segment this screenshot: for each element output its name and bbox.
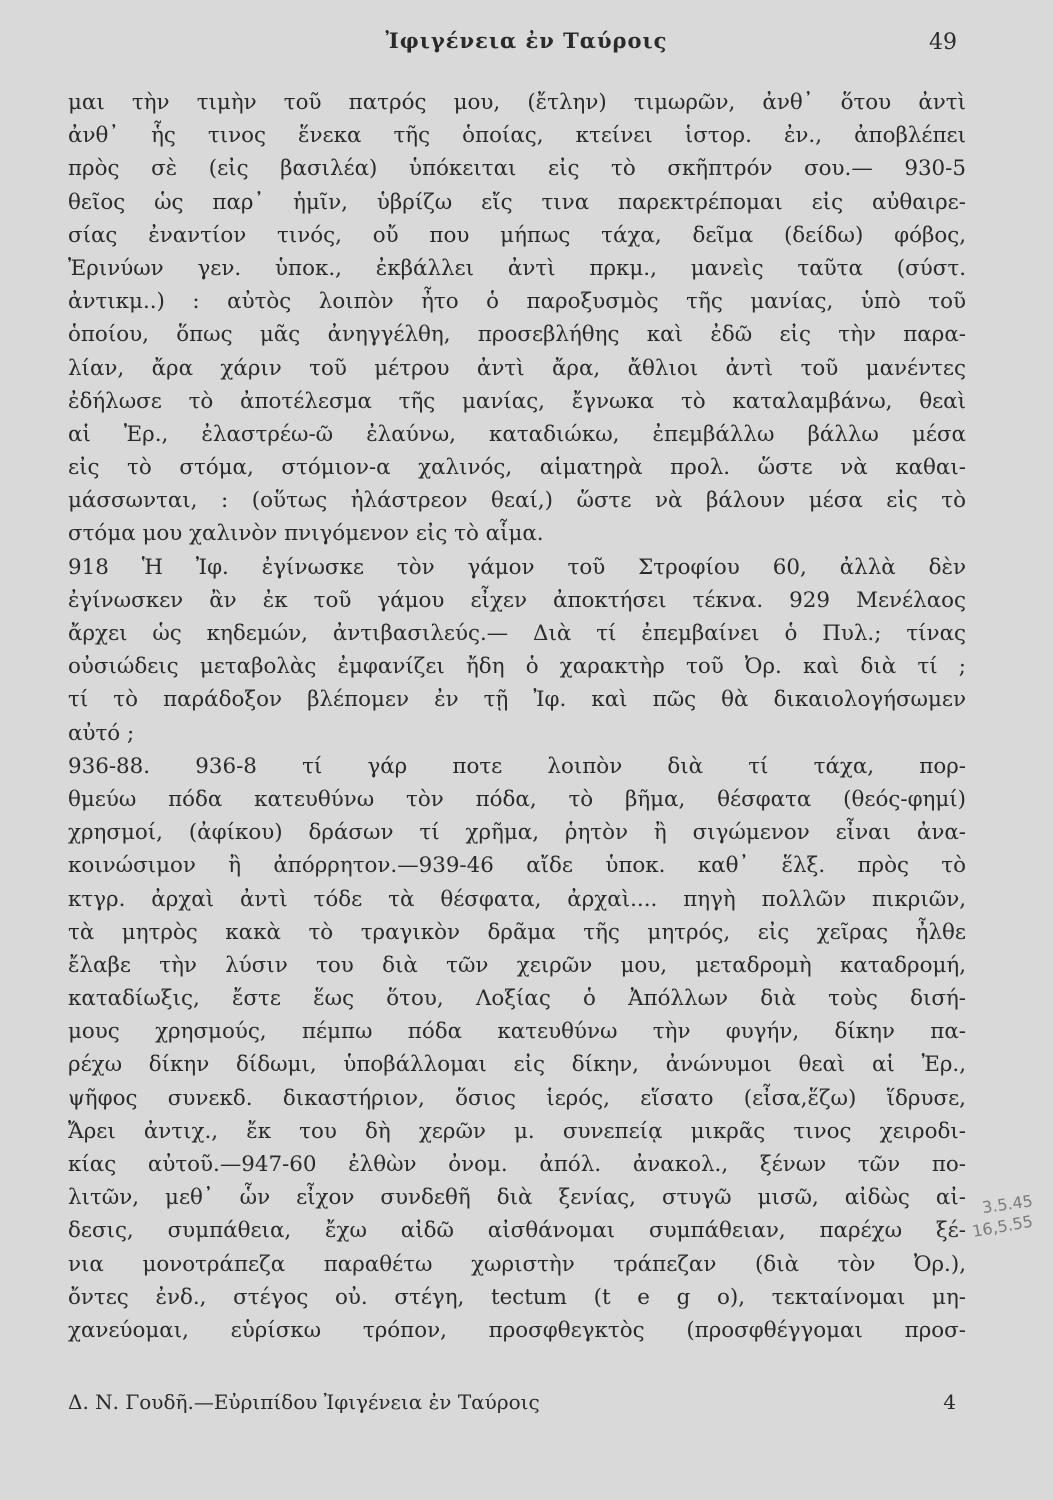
text-line: οὐσιώδεις μεταβολὰς ἐμφανίζει ἤδη ὁ χαρακτὴρ τοῦ Ὀρ. καὶ διὰ τί ; (68, 654, 966, 680)
page-header (0, 28, 1053, 62)
text-line: ρέχω δίκην δίδωμι, ὑποβάλλομαι εἰς δίκην, ἀνώνυμοι θεαὶ αἱ Ἐρ., (68, 1052, 966, 1078)
text-line: τὰ μητρὸς κακὰ τὸ τραγικὸν δρᾶμα τῆς μητρός, εἰς χεῖρας ἦλθε (68, 919, 966, 945)
text-line: 936-88. 936-8 τί γάρ ποτε λοιπὸν διὰ τί τάχα, πορ- (68, 753, 966, 779)
commentary-text (68, 86, 966, 1347)
text-line: θεῖος ὡς παρ᾽ ἡμῖν, ὑβρίζω εἴς τινα παρεκτρέπομαι εἰς αὐθαιρε- (68, 189, 966, 215)
text-line: κτγρ. ἀρχαὶ ἀντὶ τόδε τὰ θέσφατα, ἀρχαὶ.... πηγὴ πολλῶν πικριῶν, (68, 886, 966, 912)
text-line: νια μονοτράπεζα παραθέτω χωριστὴν τράπεζαν (διὰ τὸν Ὀρ.), (68, 1251, 966, 1277)
text-line: μαι τὴν τιμὴν τοῦ πατρός μου, (ἔτλην) τιμωρῶν, ἀνθ᾽ ὅτου ἀντὶ (68, 90, 966, 115)
margin-note-line: 16,5.55 (970, 1211, 1035, 1241)
text-line: εἰς τὸ στόμα, στόμιον-α χαλινός, αἱματηρὰ προλ. ὥστε νὰ καθαι- (68, 455, 966, 481)
text-line: μάσσωνται, : (οὕτως ἠλάστρεον θεαί,) ὥστε νὰ βάλουν μέσα εἰς τὸ (68, 488, 966, 514)
text-line: ἀνθ᾽ ἧς τινος ἕνεκα τῆς ὁποίας, κτείνει ἱστορ. ἐν., ἀποβλέπει (68, 123, 966, 149)
text-line: καταδίωξις, ἔστε ἕως ὅτου, Λοξίας ὁ Ἀπόλλων διὰ τοὺς δισή- (68, 986, 966, 1012)
text-line: χανεύομαι, εὑρίσκω τρόπον, προσφθεγκτὸς (προσφθέγγομαι προσ- (68, 1317, 966, 1343)
text-line: 918 Ἡ Ἰφ. ἐγίνωσκε τὸν γάμον τοῦ Στροφίου 60, ἀλλὰ δὲν (68, 554, 966, 580)
text-line: Ἄρει ἀντιχ., ἔκ του δὴ χερῶν μ. συνεπείᾳ μικρᾶς τινος χειροδι- (68, 1118, 966, 1144)
text-line: τί τὸ παράδοξον βλέπομεν ἐν τῇ Ἰφ. καὶ πῶς θὰ δικαιολογήσωμεν (68, 687, 966, 713)
running-title: Ἰφιγένεια ἐν Ταύροις (385, 28, 668, 53)
text-line: ἄρχει ὡς κηδεμών, ἀντιβασιλεύς.— Διὰ τί ἐπεμβαίνει ὁ Πυλ.; τίνας (68, 621, 966, 646)
text-line: ὁποίου, ὅπως μᾶς ἀνηγγέλθη, προσεβλήθης καὶ ἐδῶ εἰς τὴν παρα- (68, 322, 966, 348)
page-number: 49 (929, 30, 957, 55)
handwritten-margin-note (970, 1191, 1042, 1241)
text-line: λίαν, ἄρα χάριν τοῦ μέτρου ἀντὶ ἄρα, ἄθλιοι ἀντὶ τοῦ μανέντες (68, 355, 966, 381)
footer-signature: Δ. Ν. Γουδῆ.—Εὐριπίδου Ἰφιγένεια ἐν Ταύροις (68, 1390, 540, 1414)
text-line: σίας ἐναντίον τινός, οὔ που μήπως τάχα, δεῖμα (δείδω) φόβος, (68, 222, 966, 248)
text-line: λιτῶν, μεθ᾽ ὧν εἶχον συνδεθῆ διὰ ξενίας, στυγῶ μισῶ, αἰδὼς αἰ- (68, 1185, 966, 1211)
text-line: ἔλαβε τὴν λύσιν του διὰ τῶν χειρῶν μου, μεταδρομὴ καταδρομή, (68, 952, 966, 978)
signature-mark: 4 (943, 1390, 956, 1414)
text-line: μους χρησμούς, πέμπω πόδα κατευθύνω τὴν φυγήν, δίκην πα- (68, 1019, 966, 1045)
text-line: χρησμοί, (ἀφίκου) δράσων τί χρῆμα, ῥητὸν ἢ σιγώμενον εἶναι ἀνα- (68, 820, 966, 846)
text-line: ἐδήλωσε τὸ ἀποτέλεσμα τῆς μανίας, ἔγνωκα τὸ καταλαμβάνω, θεαὶ (68, 388, 966, 414)
text-line: κοινώσιμον ἢ ἀπόρρητον.—939-46 αἴδε ὑποκ. καθ᾽ ἕλξ. πρὸς τὸ (68, 853, 966, 879)
text-line: αἱ Ἐρ., ἐλαστρέω-ῶ ἐλαύνω, καταδιώκω, ἐπεμβάλλω βάλλω μέσα (68, 421, 966, 447)
text-line: δεσις, συμπάθεια, ἔχω αἰδῶ αἰσθάνομαι συμπάθειαν, παρέχω ξέ- (68, 1218, 966, 1244)
text-line: στόμα μου χαλινὸν πνιγόμενον εἰς τὸ αἷμα. (68, 521, 544, 547)
margin-note-line: 3.5.45 (980, 1191, 1034, 1218)
text-line: αὐτό ; (68, 720, 135, 746)
text-line: πρὸς σὲ (εἰς βασιλέα) ὑπόκειται εἰς τὸ σκῆπτρόν σου.— 930-5 (68, 156, 966, 182)
text-line: ἐγίνωσκεν ἂν ἐκ τοῦ γάμου εἶχεν ἀποκτήσει τέκνα. 929 Μενέλαος (68, 587, 966, 613)
text-line: ἀντικμ..) : αὐτὸς λοιπὸν ἦτο ὁ παροξυσμὸς τῆς μανίας, ὑπὸ τοῦ (68, 289, 966, 315)
text-line: ψῆφος συνεκδ. δικαστήριον, ὅσιος ἱερός, εἵσατο (εἶσα,ἕζω) ἵδρυσε, (68, 1085, 966, 1111)
text-line: θμεύω πόδα κατευθύνω τὸν πόδα, τὸ βῆμα, θέσφατα (θεός-φημί) (68, 786, 966, 812)
text-line: ὄντες ἐνδ., στέγος οὐ. στέγη, tectum (t e g o), τεκταίνομαι μη- (68, 1284, 966, 1310)
page-footer (68, 1390, 966, 1424)
text-line: κίας αὐτοῦ.—947-60 ἐλθὼν ὀνομ. ἀπόλ. ἀνακολ., ξένων τῶν πο- (68, 1152, 966, 1177)
text-line: Ἐρινύων γεν. ὑποκ., ἐκβάλλει ἀντὶ πρκμ., μανεὶς ταῦτα (σύστ. (68, 255, 966, 281)
